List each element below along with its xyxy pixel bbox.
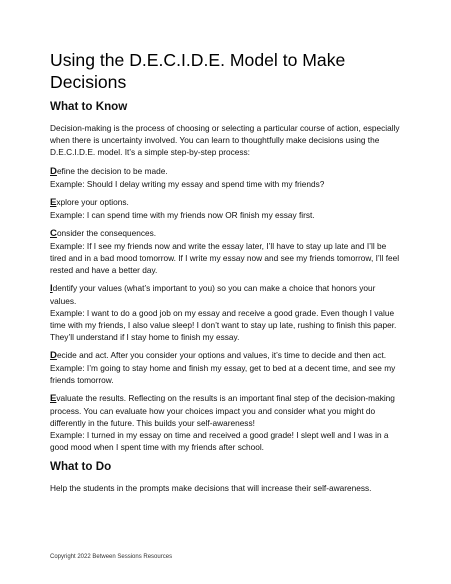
step-define	[50, 165, 403, 190]
step-letter: D	[50, 166, 57, 177]
step-evaluate	[50, 392, 403, 453]
step-explore	[50, 196, 403, 221]
step-example: Example: If I see my friends now and write the essay later, I’ll have to stay up late and I’ll be tired and in a bad mood tomorrow. If I write my essay now and see my friends tomorrow, I’ll feel rested and have a better day.	[50, 241, 400, 275]
step-text: efine the decision to be made.	[56, 166, 168, 176]
step-letter: E	[50, 393, 57, 404]
step-explore-title	[50, 196, 403, 209]
step-define-title	[50, 165, 403, 178]
what-to-know-heading: What to Know	[50, 100, 128, 113]
step-consider	[50, 227, 403, 276]
step-text: ecide and act. After you consider your options and values, it’s time to decide and then act.	[56, 350, 387, 360]
what-to-do-heading: What to Do	[50, 460, 112, 473]
page-title: Using the D.E.C.I.D.E. Model to Make Decisions	[50, 50, 346, 92]
step-identify-title	[50, 282, 403, 307]
step-evaluate-title	[50, 392, 403, 429]
intro-paragraph: Decision-making is the process of choosing or selecting a particular course of action, especially when there is uncertainty involved. You can learn to thoughtfully make decisions using the D.E.C.I.D.E. model. It’s a simple step-by-step process:	[50, 123, 400, 157]
step-letter: E	[50, 197, 57, 208]
step-example: Example: Should I delay writing my essay and spend time with my friends?	[50, 179, 325, 189]
step-letter: C	[50, 228, 57, 239]
step-text: onsider the consequences.	[56, 228, 157, 238]
step-text: valuate the results. Reflecting on the results is an important final step of the decision-making process. You can evaluate how your choices impact you and consider what you might do differently in the future. This builds your self-awareness!	[50, 393, 395, 428]
step-letter: D	[50, 350, 57, 361]
step-text: dentify your values (what’s important to you) so you can make a choice that honors your values.	[50, 283, 376, 306]
step-consider-title	[50, 227, 403, 240]
step-example: Example: I can spend time with my friends now OR finish my essay first.	[50, 210, 315, 220]
step-identify	[50, 282, 403, 343]
step-example: Example: I want to do a good job on my essay and receive a good grade. Even though I value time with my friends, I also value sleep! I don’t want to stay up late, rushing to finish this paper. They’ll understand if I stay home to finish my essay.	[50, 308, 397, 342]
step-decide-title	[50, 349, 403, 362]
copyright-footer: Copyright 2022 Between Sessions Resources	[50, 554, 173, 560]
step-decide	[50, 349, 403, 386]
step-letter: I	[50, 283, 53, 294]
step-example: Example: I turned in my essay on time and received a good grade! I slept well and I was in a good mood when I spent time with my friends after school.	[50, 430, 389, 452]
step-example: Example: I’m going to stay home and finish my essay, get to bed at a decent time, and see my friends tomorrow.	[50, 363, 396, 385]
step-text: xplore your options.	[56, 197, 129, 207]
what-to-do-paragraph: Help the students in the prompts make decisions that will increase their self-awareness.	[50, 483, 372, 493]
